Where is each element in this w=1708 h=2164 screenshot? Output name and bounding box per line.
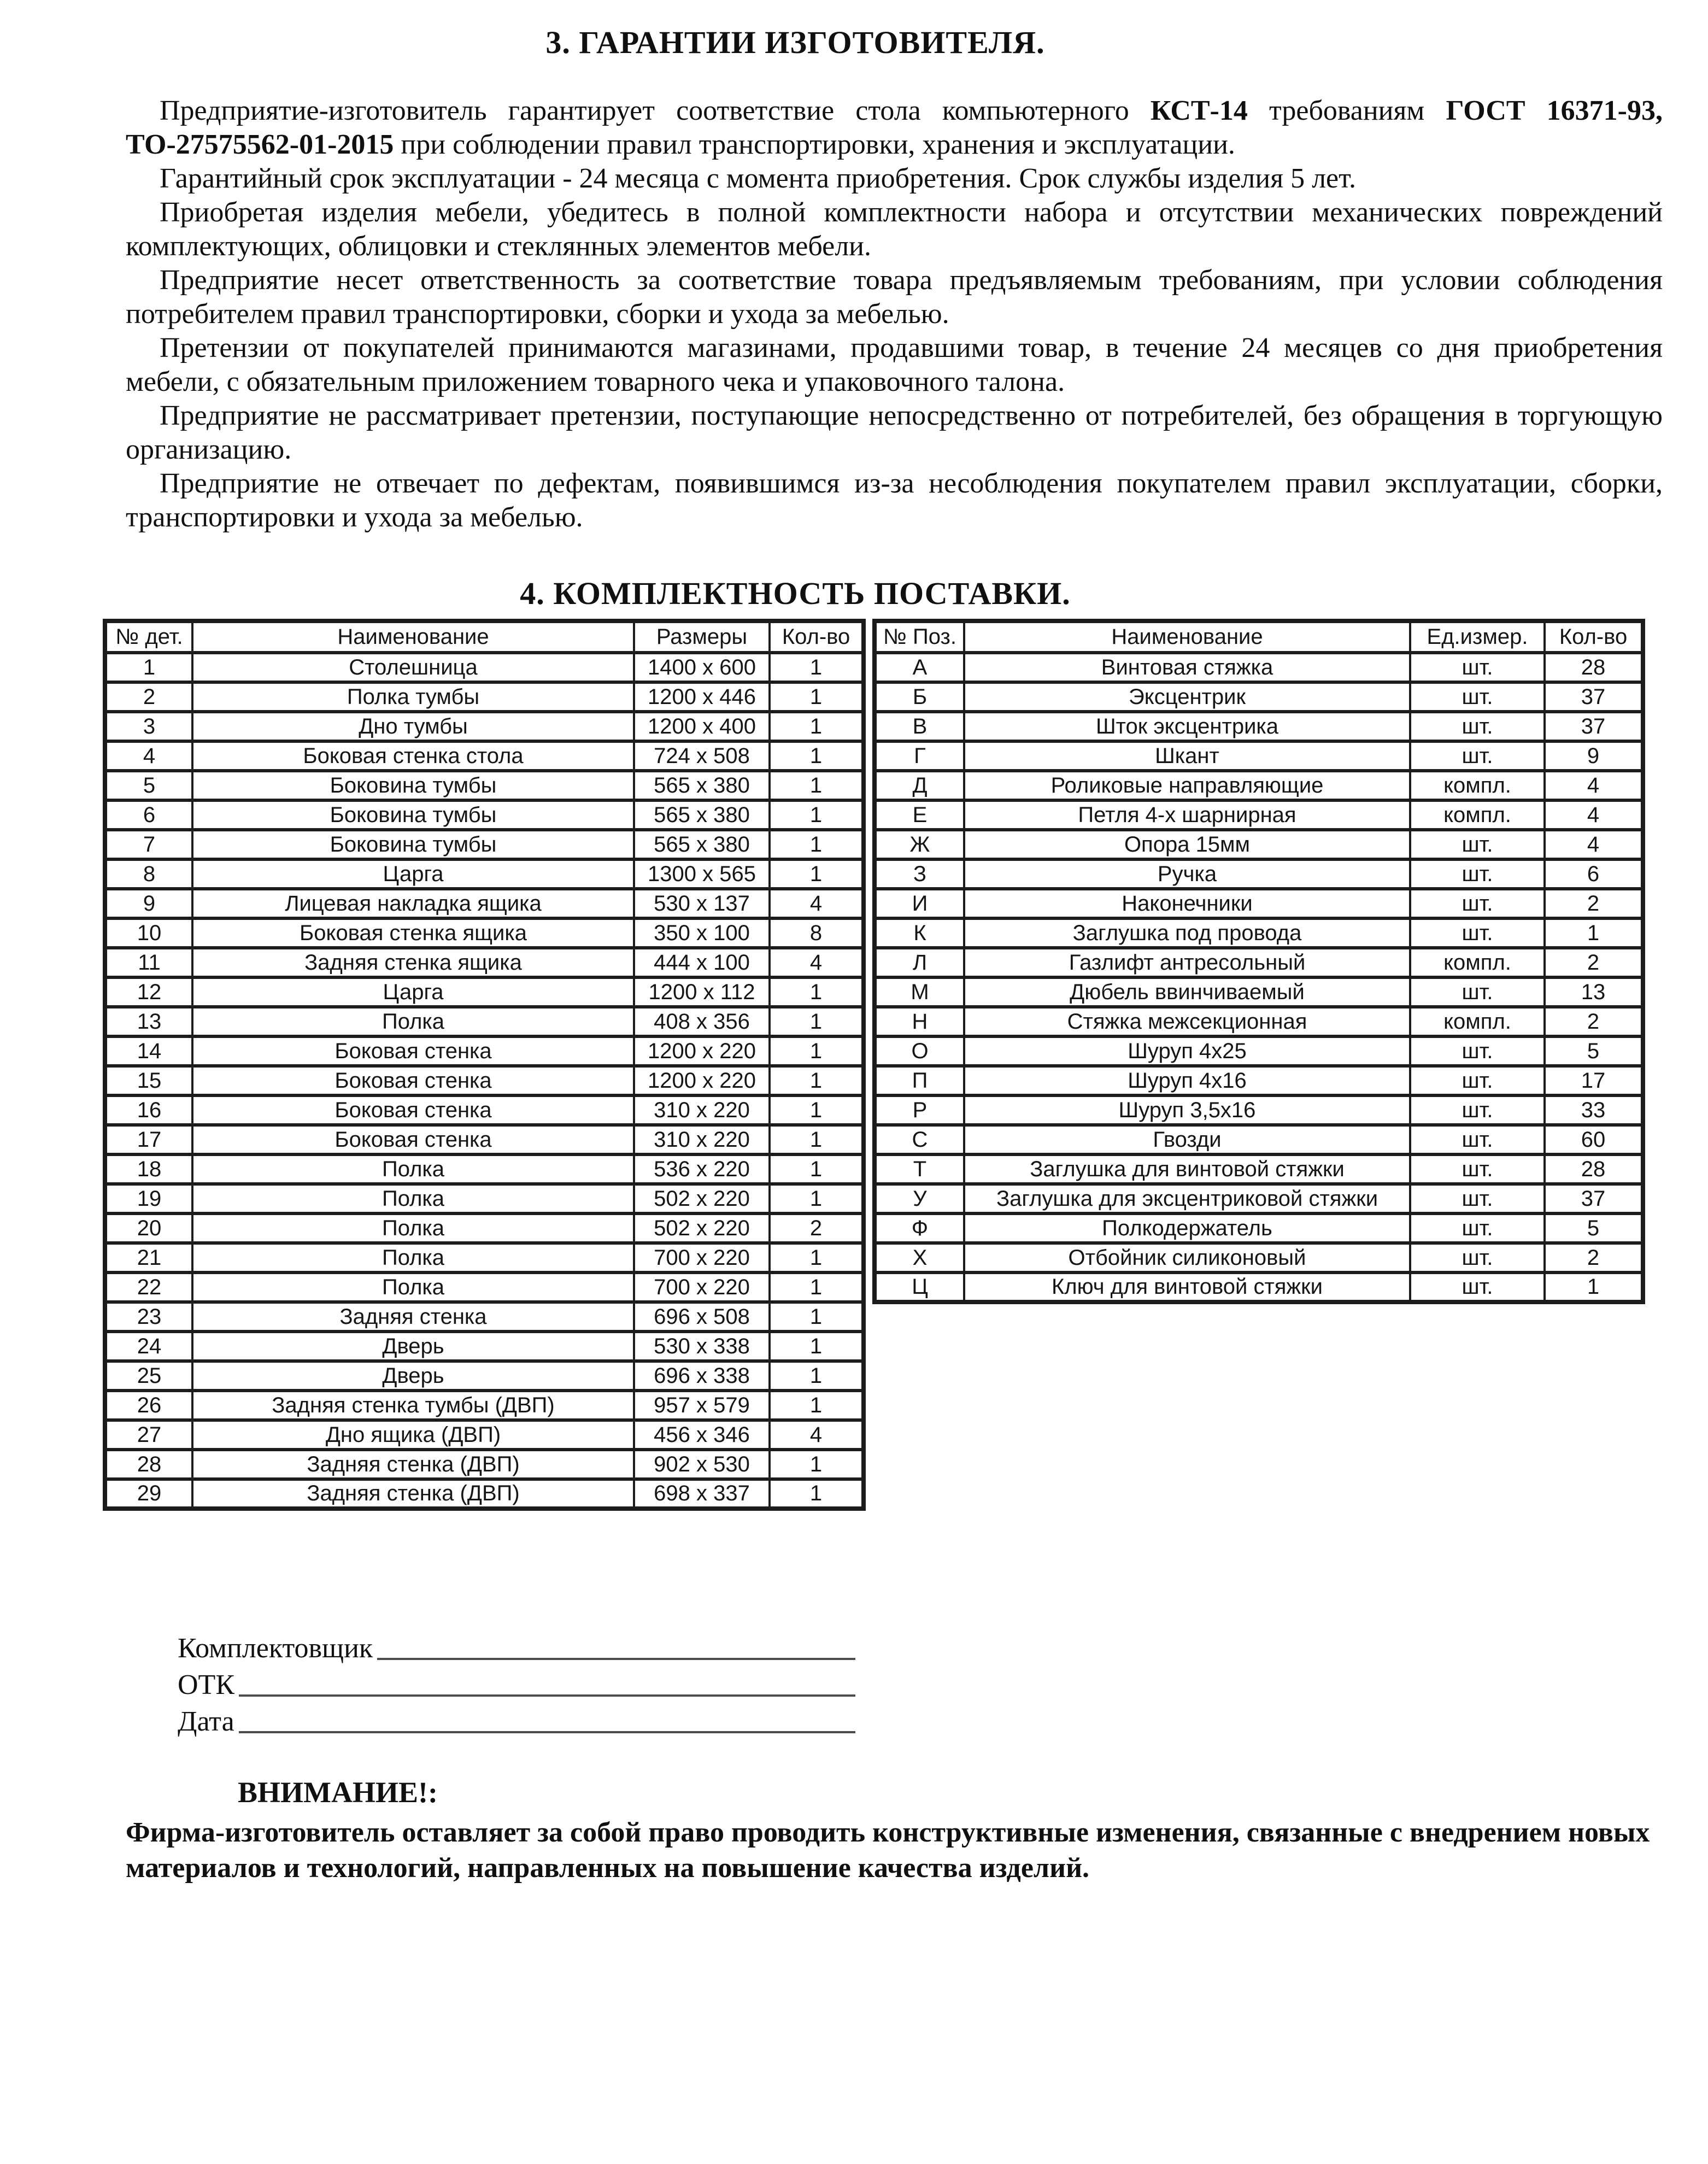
table-cell: 1 [1545,1272,1643,1302]
table-cell: З [874,859,964,889]
table-cell: 696 x 338 [634,1361,770,1391]
table-cell: Т [874,1154,964,1184]
table-row [105,1125,864,1154]
table-cell: 7 [105,830,192,859]
table-cell: 4 [1545,771,1643,800]
table-cell: 1 [770,1095,864,1125]
table-cell: 24 [105,1332,192,1361]
table-row [105,1420,864,1450]
table-cell: Полка [192,1213,634,1243]
table-cell: Заглушка для эксцентриковой стяжки [964,1184,1410,1213]
table-cell: 28 [1545,1154,1643,1184]
table-cell: Эксцентрик [964,682,1410,712]
table-cell: У [874,1184,964,1213]
otk-signature-line [239,1694,855,1697]
table-cell: 22 [105,1272,192,1302]
table-cell: Дверь [192,1361,634,1391]
table-cell: 23 [105,1302,192,1332]
table-cell: Боковина тумбы [192,830,634,859]
table-cell: Шток эксцентрика [964,712,1410,741]
table-cell: 502 x 220 [634,1184,770,1213]
table-cell: Ц [874,1272,964,1302]
table-cell: 27 [105,1420,192,1450]
table-cell: 13 [1545,977,1643,1007]
table-cell: Полка тумбы [192,682,634,712]
table-cell: 700 x 220 [634,1272,770,1302]
table-cell: 20 [105,1213,192,1243]
table-row [105,1391,864,1420]
guarantee-paragraph: Гарантийный срок эксплуатации - 24 месяца с момента приобретения. Срок службы изделия 5 лет. [160,163,1356,194]
table-row [874,1243,1643,1272]
table-cell: 1 [770,712,864,741]
table-cell: Задняя стенка (ДВП) [192,1479,634,1509]
table-cell: Боковина тумбы [192,800,634,830]
table-cell: Дюбель ввинчиваемый [964,977,1410,1007]
table-row [105,771,864,800]
table-cell: Шуруп 3,5х16 [964,1095,1410,1125]
table-cell: Задняя стенка ящика [192,948,634,977]
table-cell: 2 [1545,889,1643,918]
table-cell: 310 x 220 [634,1095,770,1125]
table-cell: 536 x 220 [634,1154,770,1184]
table-cell: 1 [770,682,864,712]
table-cell: Дверь [192,1332,634,1361]
table-row [105,1243,864,1272]
table-row [105,682,864,712]
table-row [105,1302,864,1332]
column-header: Наименование [192,621,634,653]
table-cell: Г [874,741,964,771]
table-cell: 700 x 220 [634,1243,770,1272]
table-row [874,1007,1643,1036]
table-row [105,948,864,977]
table-cell: 1 [770,1007,864,1036]
table-row [105,859,864,889]
table-cell: шт. [1410,1066,1545,1095]
table-cell: 5 [1545,1036,1643,1066]
attention-title: ВНИМАНИЕ!: [238,1776,438,1809]
table-cell: 15 [105,1066,192,1095]
header-row [874,621,1643,653]
table-cell: Х [874,1243,964,1272]
table-cell: Полка [192,1272,634,1302]
table-cell: 4 [770,889,864,918]
table-cell: компл. [1410,948,1545,977]
table-cell: шт. [1410,859,1545,889]
table-row [105,1213,864,1243]
table-cell: Ф [874,1213,964,1243]
otk-label: ОТК [178,1669,234,1700]
table-cell: 1 [105,653,192,682]
table-cell: 1200 x 112 [634,977,770,1007]
table-cell: 3 [105,712,192,741]
assembler-label: Комплектовщик [178,1633,373,1664]
table-cell: 6 [105,800,192,830]
table-cell: 4 [105,741,192,771]
table-cell: 1 [770,830,864,859]
table-cell: Ручка [964,859,1410,889]
table-cell: Л [874,948,964,977]
table-cell: 5 [1545,1213,1643,1243]
table-cell: 8 [770,918,864,948]
table-cell: 1 [770,1272,864,1302]
table-cell: 9 [105,889,192,918]
table-cell: 724 x 508 [634,741,770,771]
table-cell: Боковая стенка стола [192,741,634,771]
table-cell: Боковая стенка [192,1036,634,1066]
table-cell: 1 [770,859,864,889]
table-cell: шт. [1410,1095,1545,1125]
table-row [874,1066,1643,1095]
guarantee-paragraph: Предприятие не отвечает по дефектам, появившимся из-за несоблюдения покупателем правил эксплуатации, сборки, транспортировки и ухода за мебелью. [126,468,1663,533]
table-cell: 1 [770,977,864,1007]
table-cell: Н [874,1007,964,1036]
table-cell: 1 [770,653,864,682]
table-cell: 696 x 508 [634,1302,770,1332]
table-row [874,889,1643,918]
table-cell: Царга [192,977,634,1007]
table-cell: Задняя стенка [192,1302,634,1332]
table-row [105,889,864,918]
table-cell: Роликовые направляющие [964,771,1410,800]
table-cell: 408 x 356 [634,1007,770,1036]
table-cell: Боковая стенка [192,1066,634,1095]
table-cell: шт. [1410,1272,1545,1302]
paragraph-text: требованиям [1247,95,1446,126]
table-cell: 1 [770,1243,864,1272]
signoff-block [178,1628,855,1738]
table-cell: 1200 x 400 [634,712,770,741]
table-cell: 6 [1545,859,1643,889]
table-row [874,682,1643,712]
table-cell: шт. [1410,1036,1545,1066]
table-cell: Петля 4-х шарнирная [964,800,1410,830]
table-cell: 18 [105,1154,192,1184]
table-cell: 310 x 220 [634,1125,770,1154]
table-cell: Шуруп 4х16 [964,1066,1410,1095]
table-row [105,1007,864,1036]
table-cell: шт. [1410,1184,1545,1213]
table-cell: 1 [770,1066,864,1095]
table-cell: Е [874,800,964,830]
table-cell: Боковая стенка [192,1125,634,1154]
table-cell: Полкодержатель [964,1213,1410,1243]
paragraph-text: Предприятие-изготовитель гарантирует соответствие стола компьютерного [160,95,1151,126]
table-cell: О [874,1036,964,1066]
table-cell: 17 [1545,1066,1643,1095]
table-cell: шт. [1410,682,1545,712]
table-cell: шт. [1410,712,1545,741]
table-cell: 1 [770,800,864,830]
date-signoff-row [178,1701,855,1738]
table-cell: 37 [1545,1184,1643,1213]
assembler-signoff-row [178,1628,855,1664]
table-cell: 12 [105,977,192,1007]
table-cell: 1 [770,1154,864,1184]
table-cell: 565 x 380 [634,771,770,800]
table-row [874,1184,1643,1213]
table-cell: 4 [770,1420,864,1450]
table-cell: Стяжка межсекционная [964,1007,1410,1036]
table-cell: шт. [1410,1213,1545,1243]
table-cell: 13 [105,1007,192,1036]
guarantee-text-block [126,94,1663,535]
table-cell: шт. [1410,889,1545,918]
table-cell: 29 [105,1479,192,1509]
table-cell: А [874,653,964,682]
table-row [105,800,864,830]
guarantee-paragraph [126,94,1663,162]
column-header: № Поз. [874,621,964,653]
table-cell: 1300 x 565 [634,859,770,889]
table-cell: 28 [1545,653,1643,682]
table-row [105,1332,864,1361]
table-cell: 456 x 346 [634,1420,770,1450]
table-cell: 1 [770,1361,864,1391]
table-cell: 8 [105,859,192,889]
table-row [105,1272,864,1302]
table-cell: 565 x 380 [634,830,770,859]
table-row [874,800,1643,830]
table-cell: 37 [1545,682,1643,712]
table-row [874,712,1643,741]
table-row [105,741,864,771]
table-cell: Столешница [192,653,634,682]
guarantee-paragraph: Приобретая изделия мебели, убедитесь в полной комплектности набора и отсутствии механических повреждений комплектующих, облицовки и стеклянных элементов мебели. [126,197,1663,262]
column-header: Кол-во [770,621,864,653]
table-cell: 33 [1545,1095,1643,1125]
table-row [105,1095,864,1125]
table-cell: компл. [1410,1007,1545,1036]
table-cell: 37 [1545,712,1643,741]
parts-table [103,619,866,1511]
table-cell: 1 [770,1036,864,1066]
table-row [874,1125,1643,1154]
table-cell: Наконечники [964,889,1410,918]
table-cell: 565 x 380 [634,800,770,830]
column-header: № дет. [105,621,192,653]
guarantee-paragraph: Предприятие не рассматривает претензии, поступающие непосредственно от потребителей, без обращения в торгующую организацию. [126,400,1663,465]
table-cell: 502 x 220 [634,1213,770,1243]
table-cell: 4 [1545,830,1643,859]
assembler-signature-line [377,1657,855,1660]
table-cell: 19 [105,1184,192,1213]
table-row [105,1361,864,1391]
table-cell: 1200 x 220 [634,1036,770,1066]
column-header: Наименование [964,621,1410,653]
gost-code: ГОСТ 16371-93, ТО-27575562-01-2015 [126,95,1663,160]
table-cell: 2 [1545,1243,1643,1272]
table-cell: шт. [1410,653,1545,682]
table-cell: 11 [105,948,192,977]
table-row [105,1066,864,1095]
table-row [874,859,1643,889]
table-row [874,771,1643,800]
guarantee-paragraph: Предприятие несет ответственность за соответствие товара предъявляемым требованиям, при условии соблюдения потребителем правил транспортировки, сборки и ухода за мебелью. [126,265,1663,330]
table-row [105,977,864,1007]
table-cell: 1 [770,741,864,771]
section4-title: 4. КОМПЛЕКТНОСТЬ ПОСТАВКИ. [520,576,1071,611]
table-cell: 2 [105,682,192,712]
table-cell: Шуруп 4х25 [964,1036,1410,1066]
table-row [874,977,1643,1007]
table-cell: Полка [192,1007,634,1036]
table-cell: Боковая стенка [192,1095,634,1125]
table-cell: Газлифт антресольный [964,948,1410,977]
table-cell: В [874,712,964,741]
table-cell: 26 [105,1391,192,1420]
table-cell: 2 [770,1213,864,1243]
table-cell: Б [874,682,964,712]
table-cell: 1 [770,1332,864,1361]
table-row [105,1154,864,1184]
table-cell: 1 [770,1450,864,1479]
date-label: Дата [178,1706,234,1737]
table-cell: 1 [770,1391,864,1420]
table-cell: Дно тумбы [192,712,634,741]
hardware-table [872,619,1645,1304]
table-cell: Ж [874,830,964,859]
table-row [105,918,864,948]
section3-title: 3. ГАРАНТИИ ИЗГОТОВИТЕЛЯ. [545,25,1045,60]
guarantee-paragraph: Претензии от покупателей принимаются магазинами, продавшими товар, в течение 24 месяцев со дня приобретения мебели, с обязательным приложением товарного чека и упаковочного талона. [126,332,1663,397]
date-signature-line [239,1731,855,1733]
table-row [874,1095,1643,1125]
column-header: Ед.измер. [1410,621,1545,653]
table-cell: Отбойник силиконовый [964,1243,1410,1272]
table-cell: 1 [770,771,864,800]
column-header: Кол-во [1545,621,1643,653]
table-cell: 4 [1545,800,1643,830]
table-cell: Заглушка для винтовой стяжки [964,1154,1410,1184]
table-row [874,948,1643,977]
table-cell: 350 x 100 [634,918,770,948]
table-cell: 1 [770,1302,864,1332]
table-cell: шт. [1410,741,1545,771]
table-cell: Ключ для винтовой стяжки [964,1272,1410,1302]
table-cell: 25 [105,1361,192,1391]
table-cell: Винтовая стяжка [964,653,1410,682]
table-cell: 957 x 579 [634,1391,770,1420]
table-row [105,830,864,859]
table-cell: 17 [105,1125,192,1154]
table-cell: Полка [192,1243,634,1272]
table-cell: 2 [1545,1007,1643,1036]
table-cell: Лицевая накладка ящика [192,889,634,918]
table-cell: С [874,1125,964,1154]
table-cell: И [874,889,964,918]
table-row [105,653,864,682]
table-cell: шт. [1410,1125,1545,1154]
table-cell: Р [874,1095,964,1125]
table-cell: Царга [192,859,634,889]
table-row [874,1272,1643,1302]
table-row [874,1213,1643,1243]
table-row [105,1184,864,1213]
table-row [874,741,1643,771]
table-row [874,830,1643,859]
table-cell: Опора 15мм [964,830,1410,859]
table-row [874,1154,1643,1184]
table-cell: Гвозди [964,1125,1410,1154]
table-row [105,712,864,741]
table-cell: Боковая стенка ящика [192,918,634,948]
table-cell: шт. [1410,1154,1545,1184]
table-cell: 1400 x 600 [634,653,770,682]
table-cell: шт. [1410,977,1545,1007]
table-cell: 14 [105,1036,192,1066]
table-cell: 1 [770,1184,864,1213]
table-cell: шт. [1410,830,1545,859]
table-cell: 1200 x 446 [634,682,770,712]
table-cell: 444 x 100 [634,948,770,977]
table-cell: Дно ящика (ДВП) [192,1420,634,1450]
table-cell: шт. [1410,1243,1545,1272]
table-cell: 28 [105,1450,192,1479]
table-cell: Шкант [964,741,1410,771]
table-cell: Полка [192,1184,634,1213]
table-cell: 60 [1545,1125,1643,1154]
table-cell: К [874,918,964,948]
table-cell: 10 [105,918,192,948]
table-cell: П [874,1066,964,1095]
model-code: КСТ-14 [1150,95,1248,126]
table-cell: Боковина тумбы [192,771,634,800]
table-row [105,1036,864,1066]
table-row [105,1450,864,1479]
table-cell: шт. [1410,918,1545,948]
table-cell: 1200 x 220 [634,1066,770,1095]
table-cell: Задняя стенка (ДВП) [192,1450,634,1479]
table-cell: 1 [770,1479,864,1509]
table-row [874,653,1643,682]
table-cell: 16 [105,1095,192,1125]
table-cell: 698 x 337 [634,1479,770,1509]
table-cell: 902 x 530 [634,1450,770,1479]
table-cell: Полка [192,1154,634,1184]
table-cell: 530 x 338 [634,1332,770,1361]
table-row [874,918,1643,948]
table-cell: Д [874,771,964,800]
table-cell: 21 [105,1243,192,1272]
table-cell: 9 [1545,741,1643,771]
table-cell: Заглушка под провода [964,918,1410,948]
table-row [874,1036,1643,1066]
table-cell: 1 [1545,918,1643,948]
table-cell: Задняя стенка тумбы (ДВП) [192,1391,634,1420]
paragraph-text: при соблюдении правил транспортировки, хранения и эксплуатации. [394,129,1235,160]
column-header: Размеры [634,621,770,653]
table-cell: М [874,977,964,1007]
otk-signoff-row [178,1664,855,1701]
table-cell: 4 [770,948,864,977]
table-cell: 1 [770,1125,864,1154]
table-cell: компл. [1410,771,1545,800]
table-cell: 2 [1545,948,1643,977]
table-cell: 530 x 137 [634,889,770,918]
attention-block [126,1775,1656,1886]
table-cell: 5 [105,771,192,800]
header-row [105,621,864,653]
table-cell: компл. [1410,800,1545,830]
table-row [105,1479,864,1509]
attention-text: Фирма-изготовитель оставляет за собой право проводить конструктивные изменения, связанные с внедрением новых материалов и технологий, направленных на повышение качества изделий. [126,1817,1650,1884]
